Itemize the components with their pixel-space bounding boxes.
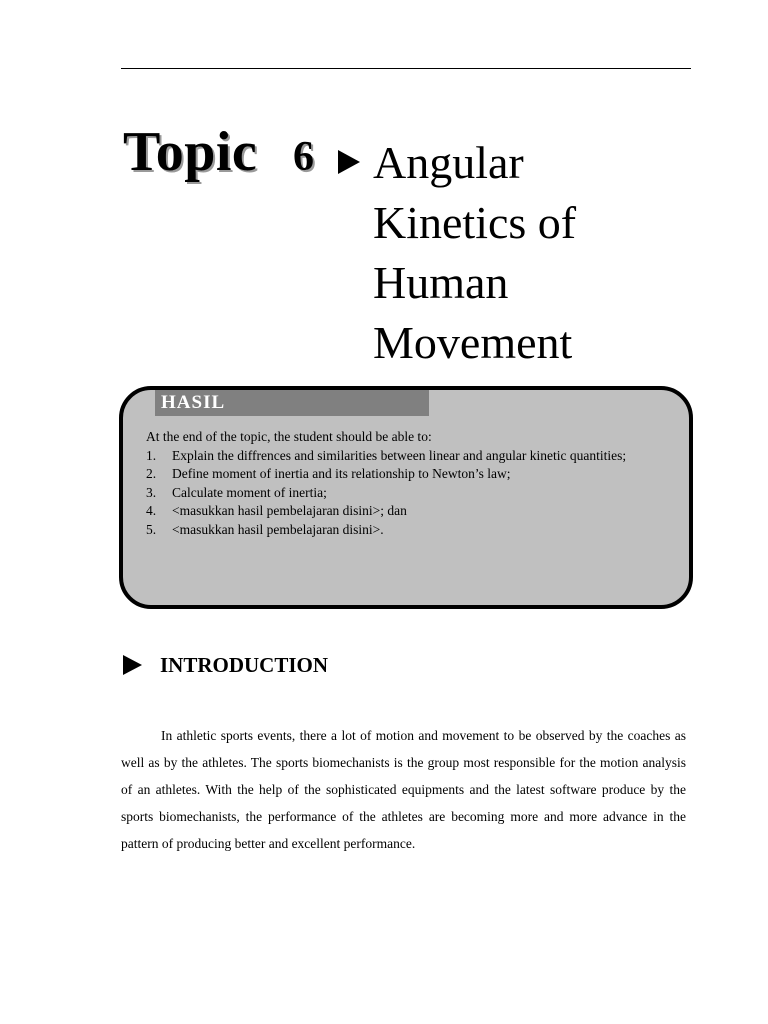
list-item xyxy=(146,502,646,521)
learning-outcomes-intro: At the end of the topic, the student should be able to: xyxy=(146,429,432,444)
topic-number: 6 xyxy=(293,134,314,180)
list-item-number: 4. xyxy=(146,503,157,518)
topic-title xyxy=(373,133,703,373)
topic-title-line: Angular xyxy=(373,137,524,188)
list-item xyxy=(146,447,646,466)
list-item-number: 2. xyxy=(146,466,157,481)
list-item-text: Define moment of inertia and its relationship to Newton’s law; xyxy=(172,466,511,481)
topic-title-line: Kinetics of xyxy=(373,197,577,248)
topic-title-line: Movement xyxy=(373,317,573,368)
body-paragraph: In athletic sports events, there a lot of motion and movement to be observed by the coaches as well as by the athletes. The sports biomechanists is the group most responsible for the motion analysis of an athletes. With the help of the sophisticated equipments and the latest software produce by the sports biomechanists, the performance of the athletes are becoming more and more advance in the pattern of producing better and excellent performance. xyxy=(121,728,686,851)
learning-outcomes-heading: HASIL xyxy=(155,390,429,416)
triangle-right-icon xyxy=(123,655,142,675)
header-rule xyxy=(121,68,691,69)
list-item xyxy=(146,484,646,503)
section-heading: INTRODUCTION xyxy=(160,653,329,677)
list-item-number: 5. xyxy=(146,521,157,537)
learning-outcomes-list xyxy=(146,447,646,540)
list-item-text: <masukkan hasil pembelajaran disini>. xyxy=(172,521,384,537)
triangle-right-icon xyxy=(338,150,360,174)
list-item-number: 3. xyxy=(146,484,157,500)
list-item-text: <masukkan hasil pembelajaran disini>; dan xyxy=(172,503,407,518)
list-item xyxy=(146,465,646,484)
topic-label: Topic xyxy=(123,121,258,183)
learning-outcomes-content xyxy=(146,428,646,539)
list-item-text: Explain the diffrences and similarities between linear and angular kinetic quantities; xyxy=(172,447,627,463)
list-item-text: Calculate moment of inertia; xyxy=(172,484,327,500)
list-item-number: 1. xyxy=(146,447,157,463)
list-item xyxy=(146,521,646,540)
topic-title-line: Human xyxy=(373,257,509,308)
